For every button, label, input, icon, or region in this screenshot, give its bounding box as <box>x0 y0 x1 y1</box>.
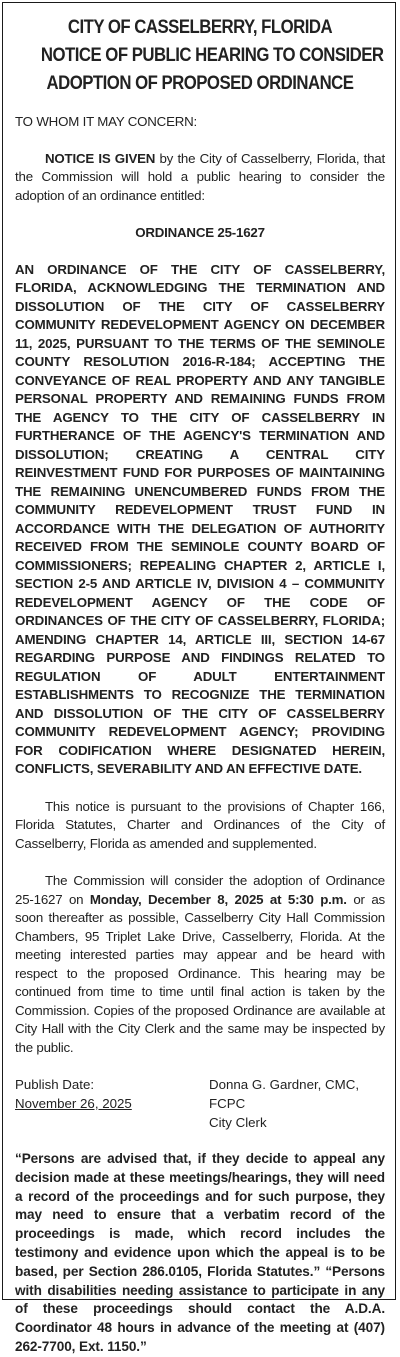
publish-date-column <box>15 1075 132 1132</box>
ordinance-title: AN ORDINANCE OF THE CITY OF CASSELBERRY, FLORIDA, ACKNOWLEDGING THE TERMINATION AND DISSOLUTION OF THE CITY OF CASSELBERRY COMMUNITY REDEVELOPMENT AGENCY ON DECEMBER 11, 2025, PURSUANT TO THE TERMS OF THE SEMINOLE COUNTY RESOLUTION 2016-R-184; ACCEPTING THE CONVEYANCE OF REAL PROPERTY AND ANY TANGIBLE PERSONAL PROPERTY AND REMAINING FUNDS FROM THE AGENCY TO THE CITY OF CASSELBERRY IN FURTHERANCE OF THE AGENCY'S TERMINATION AND DISSOLUTION; CREATING A CENTRAL CITY REINVESTMENT FUND FOR PURPOSES OF MAINTAINING THE REMAINING UNENCUMBERED FUNDS FROM THE COMMUNITY REDEVELOPMENT TRUST FUND IN ACCORDANCE WITH THE DELEGATION OF AUTHORITY RECEIVED FROM THE SEMINOLE COUNTY BOARD OF COMMISSIONERS; REPEALING CHAPTER 2, ARTICLE I, SECTION 2-5 AND ARTICLE IV, DIVISION 4 – COMMUNITY REDEVELOPMENT AGENCY OF THE CODE OF ORDINANCES OF THE CITY OF CASSELBERRY, FLORIDA; AMENDING CHAPTER 14, ARTICLE III, SECTION 14-67 REGARDING PURPOSE AND FINDINGS RELATED TO REGULATION OF ADULT ENTERTAINMENT ESTABLISHMENTS TO RECOGNIZE THE TERMINATION AND DISSOLUTION OF THE CITY OF CASSELBERRY COMMUNITY REDEVELOPMENT AGENCY; PROVIDING FOR CODIFICATION WHERE DESIGNATED HEREIN, CONFLICTS, SEVERABILITY AND AN EFFECTIVE DATE. <box>15 261 385 776</box>
publish-block <box>15 1075 385 1132</box>
signer-column <box>209 1075 385 1132</box>
notice-content <box>15 13 385 1357</box>
signer-title: City Clerk <box>209 1115 267 1130</box>
appeal-and-ada-notice: “Persons are advised that, if they decide to appeal any decision made at these meetings/hearings, they will need a record of the proceedings and for such purpose, they may need to ensure that a verbatim record of the proceedings is made, which record includes the testimony and evidence upon which the appeal is to be based, per Section 286.0105, Florida Statutes.” “Persons with disabilities needing assistance to participate in any of these proceedings should contact the A.D.A. Coordinator 48 hours in advance of the meeting at (407) 262-7700, Ext. 1150.” <box>15 1151 385 1354</box>
intro-paragraph <box>15 150 385 206</box>
salutation: TO WHOM IT MAY CONCERN: <box>15 114 198 129</box>
headline-line-3: ADOPTION OF PROPOSED ORDINANCE <box>46 72 354 94</box>
ordinance-number: ORDINANCE 25-1627 <box>135 225 265 240</box>
signer-name: Donna G. Gardner, CMC, FCPC <box>209 1077 360 1111</box>
hearing-text-2: or as soon thereafter as possible, Casselberry City Hall Commission Chambers, 95 Triplet Lake Drive, Casselberry, Florida. At the meeting interested parties may appear and be heard with respect to the proposed Ordinance. This hearing may be continued from time to time until final action is taken by the Commission. Copies of the proposed Ordinance are available at City Hall with the City Clerk and the same may be inspected by the public. <box>15 891 385 1055</box>
publish-date-value: November 26, 2025 <box>15 1096 132 1111</box>
hearing-text-1: The Commission will consider the adoption of Ordinance 25-1627 on <box>15 873 385 907</box>
publish-date-label: Publish Date: <box>15 1077 95 1092</box>
intro-rest: by the City of Casselberry, Florida, that the Commission will hold a public hearing to consider the adoption of an ordinance entitled: <box>15 150 385 203</box>
headline-line-1: CITY OF CASSELBERRY, FLORIDA <box>67 16 333 38</box>
hearing-paragraph <box>15 872 385 1057</box>
intro-lead: NOTICE IS GIVEN <box>45 150 156 166</box>
hearing-date-time: Monday, December 8, 2025 at 5:30 p.m. <box>89 891 347 907</box>
pursuant-paragraph: This notice is pursuant to the provisions of Chapter 166, Florida Statutes, Charter and Ordinances of the City of Casselberry, Florida as amended and supplemented. <box>15 798 385 851</box>
notice-headline <box>40 13 384 97</box>
notice-frame <box>2 2 396 1354</box>
headline-line-2: NOTICE OF PUBLIC HEARING TO CONSIDER <box>40 44 384 66</box>
